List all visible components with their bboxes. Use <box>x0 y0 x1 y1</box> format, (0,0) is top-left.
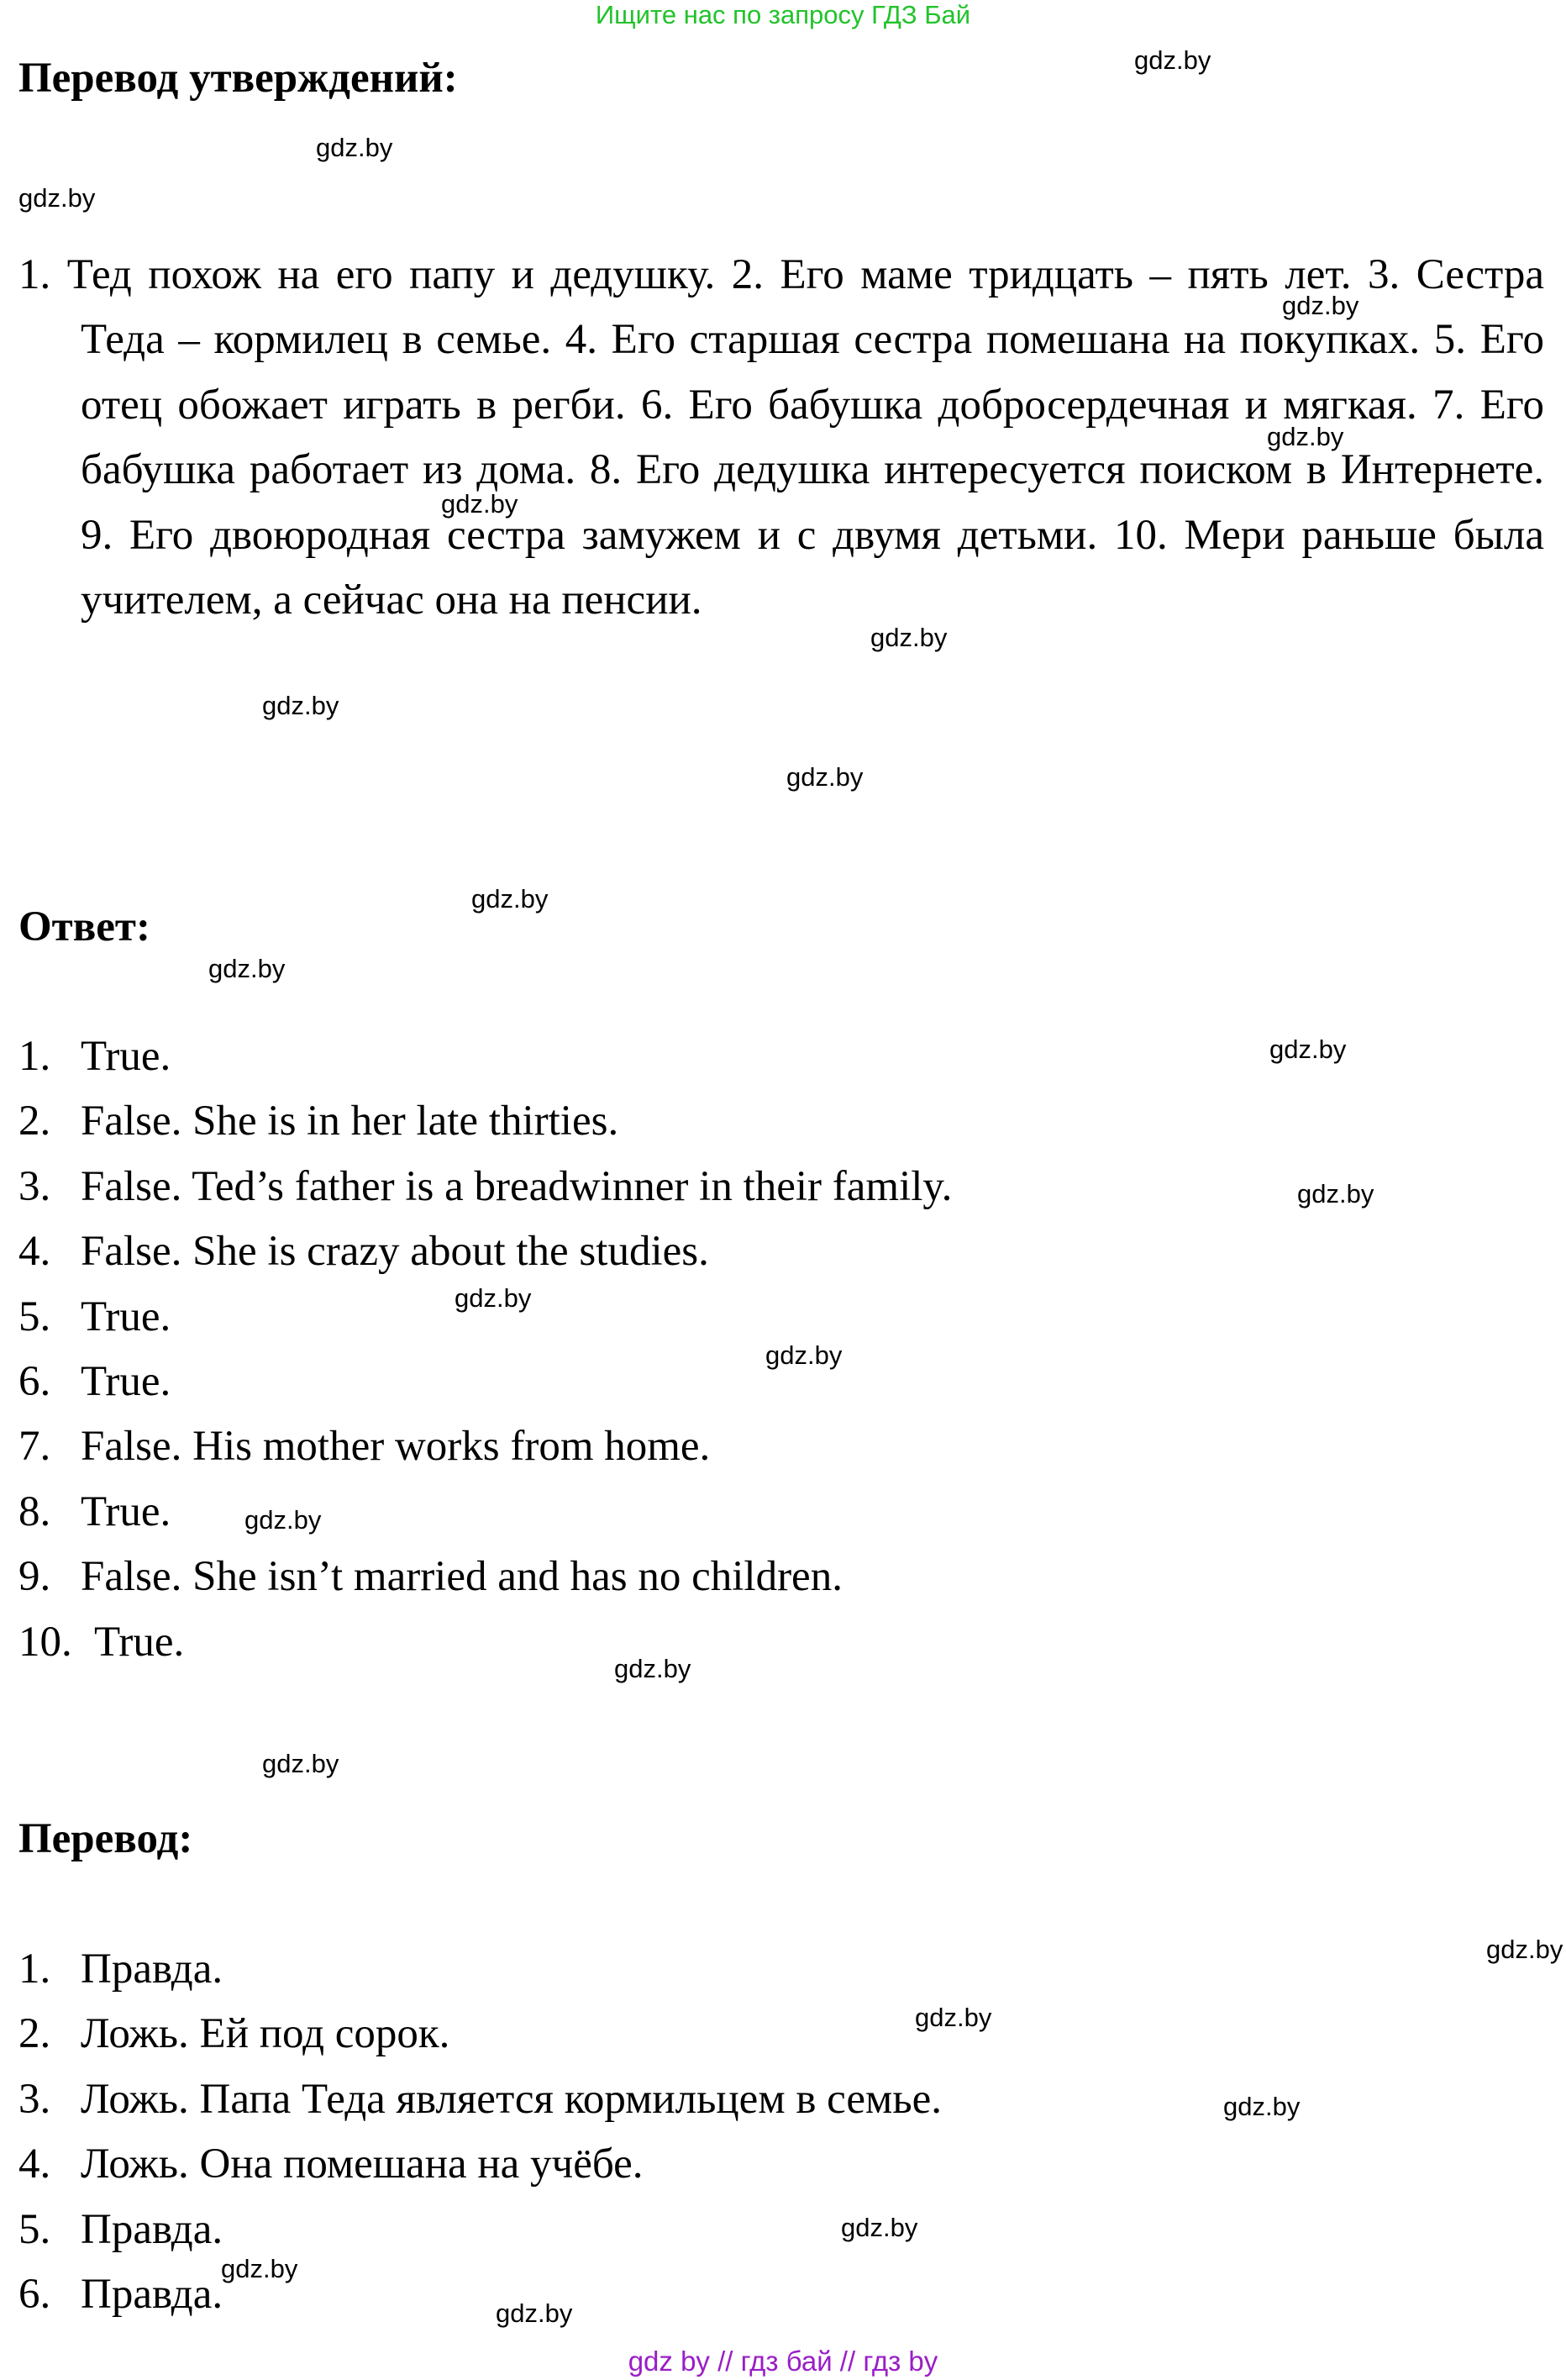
translation-item-number: 6. <box>18 2271 51 2319</box>
watermark: gdz.by <box>765 1340 843 1370</box>
answer-item <box>18 1089 952 1154</box>
answer-item-number: 3. <box>18 1162 51 1210</box>
translation-item-text: Правда. <box>81 1946 223 1993</box>
watermark: gdz.by <box>841 2213 918 2242</box>
translation-item-number: 4. <box>18 2140 51 2188</box>
translation-item <box>18 2132 942 2197</box>
watermark: gdz.by <box>262 691 339 720</box>
watermark: gdz.by <box>18 183 96 213</box>
answer-item-number: 5. <box>18 1293 51 1340</box>
answer-item <box>18 1480 952 1545</box>
answer-item-text: False. Ted’s father is a breadwinner in their family. <box>81 1162 953 1210</box>
translation-item <box>18 2067 942 2132</box>
translation-item-text: Ложь. Ей под сорок. <box>81 2010 450 2058</box>
watermark: gdz.by <box>1269 1035 1347 1064</box>
answer-heading: Ответ: <box>18 903 150 950</box>
watermark: gdz.by <box>244 1505 322 1535</box>
watermark: gdz.by <box>262 1749 339 1778</box>
answer-item-number: 9. <box>18 1553 51 1601</box>
translation-item <box>18 2002 942 2067</box>
answer-item <box>18 1545 952 1609</box>
watermark: gdz.by <box>1297 1179 1374 1208</box>
answer-item-text: True. <box>81 1488 171 1535</box>
answer-item-text: True. <box>81 1358 171 1406</box>
translation-item-number: 3. <box>18 2075 51 2123</box>
translation-item-number: 1. <box>18 1946 51 1993</box>
watermark: gdz.by <box>1223 2092 1301 2121</box>
answer-item-number: 10. <box>18 1618 72 1666</box>
answer-item-number: 7. <box>18 1423 51 1471</box>
watermark: gdz.by <box>614 1654 691 1683</box>
answer-item <box>18 1024 952 1089</box>
search-hint-banner: Ищите нас по запросу ГДЗ Бай <box>595 0 971 29</box>
statements-translation-paragraph: 1. Тед похож на его папу и дедушку. 2. Его маме тридцать – пять лет. 3. Сестра Теда – кормилец в семье. 4. Его старшая сестра помешана на покупках. 5. Его отец обожает играть в регби. 6. Его бабушка добросердечная и мягкая. 7. Его бабушка работает из дома. 8. Его дедушка интересуется поиском в Интернете. 9. Его двоюродная сестра замужем и с двумя детьми. 10. Мери раньше была учителем, а сейчас она на пенсии. <box>18 251 1544 624</box>
translation-list <box>18 1937 942 2327</box>
answer-item <box>18 1414 952 1479</box>
answer-item-number: 8. <box>18 1488 51 1535</box>
translation-item-number: 2. <box>18 2010 51 2058</box>
watermark: gdz.by <box>1486 1935 1563 1964</box>
statements-translation-heading: Перевод утверждений: <box>18 55 458 102</box>
answer-item-text: True. <box>81 1033 171 1080</box>
watermark: gdz.by <box>496 2298 573 2328</box>
answer-item-number: 1. <box>18 1033 51 1080</box>
answer-item <box>18 1610 952 1675</box>
answer-item-text: False. She isn’t married and has no children. <box>81 1553 843 1601</box>
translation-item-text: Правда. <box>81 2271 223 2319</box>
watermark: gdz.by <box>316 133 393 162</box>
watermark: gdz.by <box>1134 45 1211 75</box>
watermark: gdz.by <box>870 623 948 652</box>
answer-item <box>18 1219 952 1284</box>
answer-item-text: True. <box>94 1618 185 1666</box>
answer-item-number: 2. <box>18 1098 51 1145</box>
watermark: gdz.by <box>786 762 864 792</box>
translation-item-text: Ложь. Папа Теда является кормильцем в семье. <box>81 2075 942 2123</box>
watermark: gdz.by <box>208 954 286 983</box>
translation-item-text: Ложь. Она помешана на учёбе. <box>81 2140 644 2188</box>
watermark: gdz.by <box>441 489 518 519</box>
translation-item-text: Правда. <box>81 2205 223 2253</box>
answer-item-number: 4. <box>18 1228 51 1276</box>
answer-item-text: True. <box>81 1293 171 1340</box>
answer-item-number: 6. <box>18 1358 51 1406</box>
watermark: gdz.by <box>221 2254 298 2283</box>
watermark: gdz.by <box>471 884 549 914</box>
answer-item-text: False. His mother works from home. <box>81 1423 711 1471</box>
watermark: gdz.by <box>1282 291 1359 320</box>
translation-heading: Перевод: <box>18 1815 193 1862</box>
translation-item <box>18 1937 942 2002</box>
answer-item-text: False. She is in her late thirties. <box>81 1098 619 1145</box>
watermark: gdz.by <box>915 2003 992 2032</box>
answer-item <box>18 1155 952 1219</box>
translation-item <box>18 2198 942 2262</box>
watermark: gdz.by <box>1267 422 1344 451</box>
footer-watermark: gdz by // гдз бай // гдз by <box>628 2346 938 2377</box>
answer-item-text: False. She is crazy about the studies. <box>81 1228 709 1276</box>
watermark: gdz.by <box>455 1283 532 1313</box>
translation-item-number: 5. <box>18 2205 51 2253</box>
translation-item <box>18 2262 942 2327</box>
